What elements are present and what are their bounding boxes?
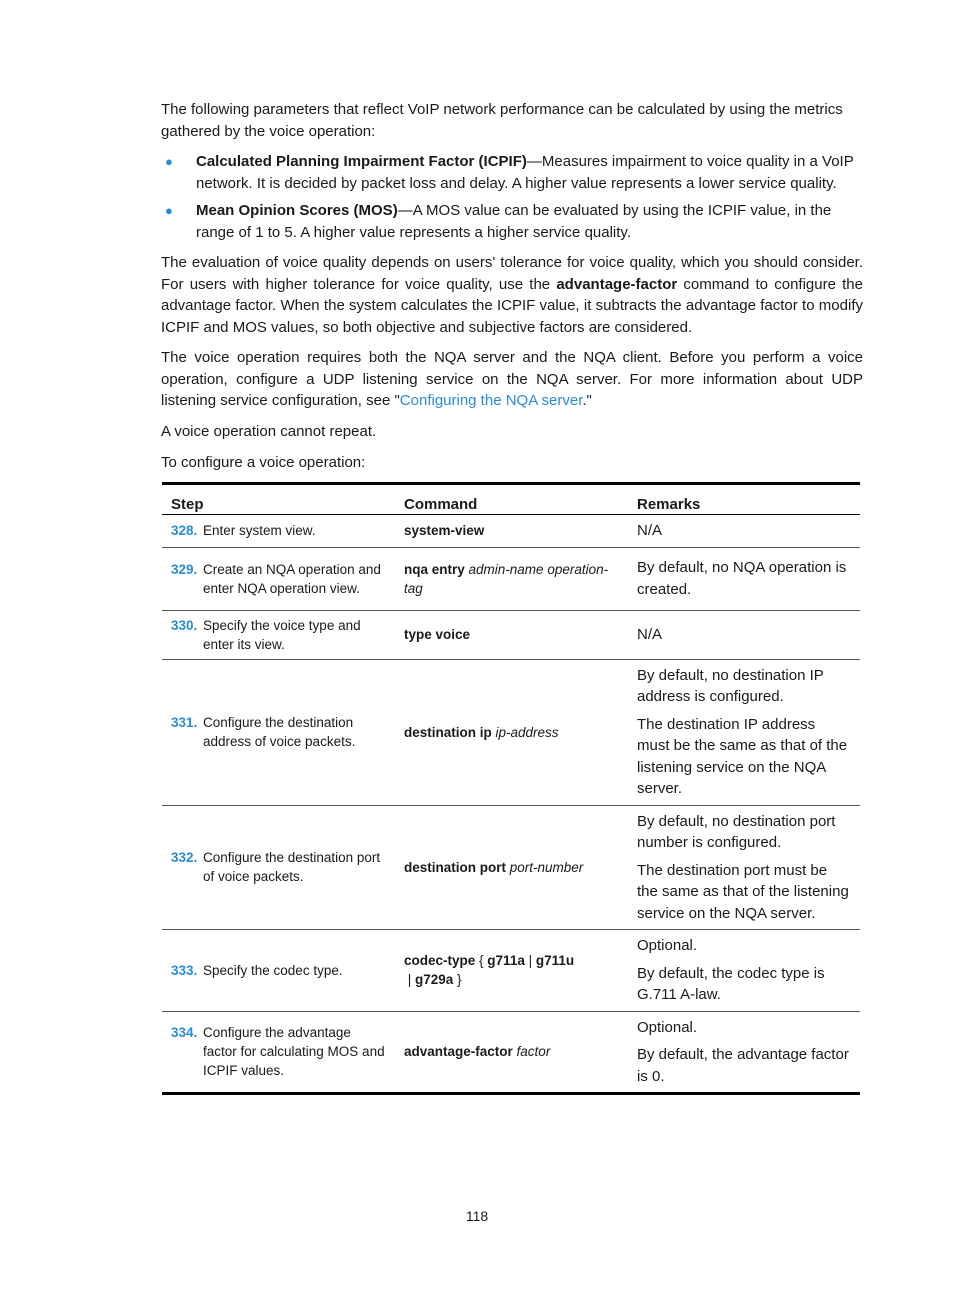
step-cell [162, 610, 395, 659]
command-argument: factor [516, 1044, 551, 1060]
step-text: Create an NQA operation and enter NQA operation view. [203, 561, 381, 596]
table-row [162, 805, 860, 930]
codec-option: g711a [487, 953, 525, 969]
step-cell [162, 659, 395, 805]
step-text: Configure the destination port of voice packets. [203, 850, 381, 885]
command-cell [395, 515, 628, 548]
command-cell [395, 659, 628, 805]
list-item [161, 200, 863, 243]
command-cell [395, 805, 628, 930]
command-argument: admin-name operation-tag [404, 561, 609, 596]
document-body [161, 99, 863, 474]
table-row [162, 547, 860, 610]
configuring-nqa-server-link[interactable]: Configuring the NQA server [399, 392, 583, 409]
remarks-cell [628, 610, 860, 659]
remark-text: By default, no NQA operation is created. [637, 559, 847, 598]
table-intro: To configure a voice operation: [161, 454, 366, 471]
remark-text: The destination IP address must be the same as that of the listening service on the NQA server. [637, 715, 848, 797]
command-keyword: destination ip [404, 724, 492, 740]
bullet-icon: ● [165, 154, 173, 169]
inline-command: advantage-factor [556, 275, 678, 293]
server-requirement-paragraph [161, 347, 863, 412]
term-icpif-description: —Measures impairment to voice quality in a VoIP network. It is decided by packet loss and delay. A higher value represents a lower service quality. [196, 153, 854, 192]
step-cell [162, 515, 395, 548]
paragraph-text: ." [582, 392, 592, 409]
command-argument: ip-address [495, 724, 559, 740]
remarks-cell [628, 1011, 860, 1094]
codec-option: g729a [415, 972, 454, 988]
remarks-cell [628, 515, 860, 548]
step-number: 330. [171, 617, 198, 633]
remarks-cell [628, 659, 860, 805]
remark-text: By default, the codec type is G.711 A-law. [637, 964, 825, 1003]
command-argument: port-number [509, 859, 584, 875]
page-number: 118 [465, 1208, 489, 1224]
command-keyword: system-view [404, 523, 485, 539]
term-mos-description: —A MOS value can be evaluated by using the ICPIF value, in the range of 1 to 5. A higher value represents a higher service quality. [196, 202, 832, 241]
command-keyword: nqa entry [404, 561, 465, 577]
command-syntax: { [475, 953, 488, 969]
remarks-cell [628, 805, 860, 930]
step-cell [162, 805, 395, 930]
step-text: Configure the advantage factor for calculating MOS and ICPIF values. [203, 1025, 385, 1079]
step-text: Specify the voice type and enter its view. [203, 617, 361, 652]
table-row [162, 659, 860, 805]
step-text: Specify the codec type. [203, 962, 343, 978]
table-row [162, 930, 860, 1012]
step-cell [162, 1011, 395, 1094]
command-syntax: | [524, 953, 536, 969]
remark-text: N/A [637, 625, 663, 643]
step-text: Configure the destination address of voice packets. [203, 715, 356, 749]
remark-text: By default, the advantage factor is 0. [637, 1046, 849, 1085]
step-number: 332. [171, 850, 198, 866]
metrics-list [161, 151, 863, 243]
table-row [162, 515, 860, 548]
remark-text: Optional. [637, 937, 698, 954]
step-number: 328. [171, 523, 198, 539]
table-row [162, 1011, 860, 1094]
step-number: 333. [171, 962, 198, 978]
codec-option: g711u [535, 953, 575, 969]
command-keyword: codec-type [404, 953, 476, 969]
table-row [162, 610, 860, 659]
list-item [161, 151, 863, 194]
header-step: Step [162, 484, 395, 515]
remark-text: By default, no destination IP address is configured. [637, 666, 824, 705]
remarks-cell [628, 547, 860, 610]
command-cell [395, 610, 628, 659]
remark-text: Optional. [637, 1018, 698, 1036]
step-text: Enter system view. [203, 523, 316, 539]
paragraph-text: The evaluation of voice quality depends on users' tolerance for voice quality, which you should consider. For users with higher tolerance for voice quality, use the [161, 254, 863, 293]
remark-text: N/A [637, 522, 663, 539]
table-header-row [162, 484, 860, 515]
command-cell [395, 930, 628, 1012]
intro-paragraph: The following parameters that reflect VoIP network performance can be calculated by using the metrics gathered by the voice operation: [161, 101, 843, 140]
command-keyword: advantage-factor [404, 1044, 513, 1060]
command-syntax: } [453, 972, 462, 988]
bullet-icon: ● [165, 203, 173, 218]
voice-operation-table [162, 482, 860, 1095]
paragraph-text: The voice operation requires both the NQA server and the NQA client. Before you perform a voice operation, configure a UDP listening service on the NQA server. For more information about UDP listening service configuration, see " [161, 349, 863, 409]
step-cell [162, 547, 395, 610]
step-cell [162, 930, 395, 1012]
term-mos: Mean Opinion Scores (MOS) [196, 202, 398, 219]
paragraph-text: command to configure the advantage factor. When the system calculates the ICPIF value, it subtracts the advantage factor to modify ICPIF and MOS values, so both objective and subjective factors are considered. [161, 275, 863, 336]
remarks-cell [628, 930, 860, 1012]
command-syntax: | [404, 972, 416, 988]
command-keyword: destination port [404, 859, 506, 875]
step-number: 334. [171, 1025, 198, 1041]
repeat-note: A voice operation cannot repeat. [161, 422, 377, 440]
header-remarks: Remarks [628, 484, 860, 515]
term-icpif: Calculated Planning Impairment Factor (ICPIF) [196, 153, 527, 170]
header-command: Command [395, 484, 628, 515]
command-cell [395, 547, 628, 610]
command-keyword: type voice [404, 627, 471, 642]
step-number: 331. [171, 715, 198, 730]
advantage-factor-paragraph [161, 252, 863, 338]
command-cell [395, 1011, 628, 1094]
step-number: 329. [171, 561, 198, 577]
remark-text: By default, no destination port number is configured. [637, 812, 836, 851]
remark-text: The destination port must be the same as that of the listening service on the NQA server. [637, 861, 849, 922]
